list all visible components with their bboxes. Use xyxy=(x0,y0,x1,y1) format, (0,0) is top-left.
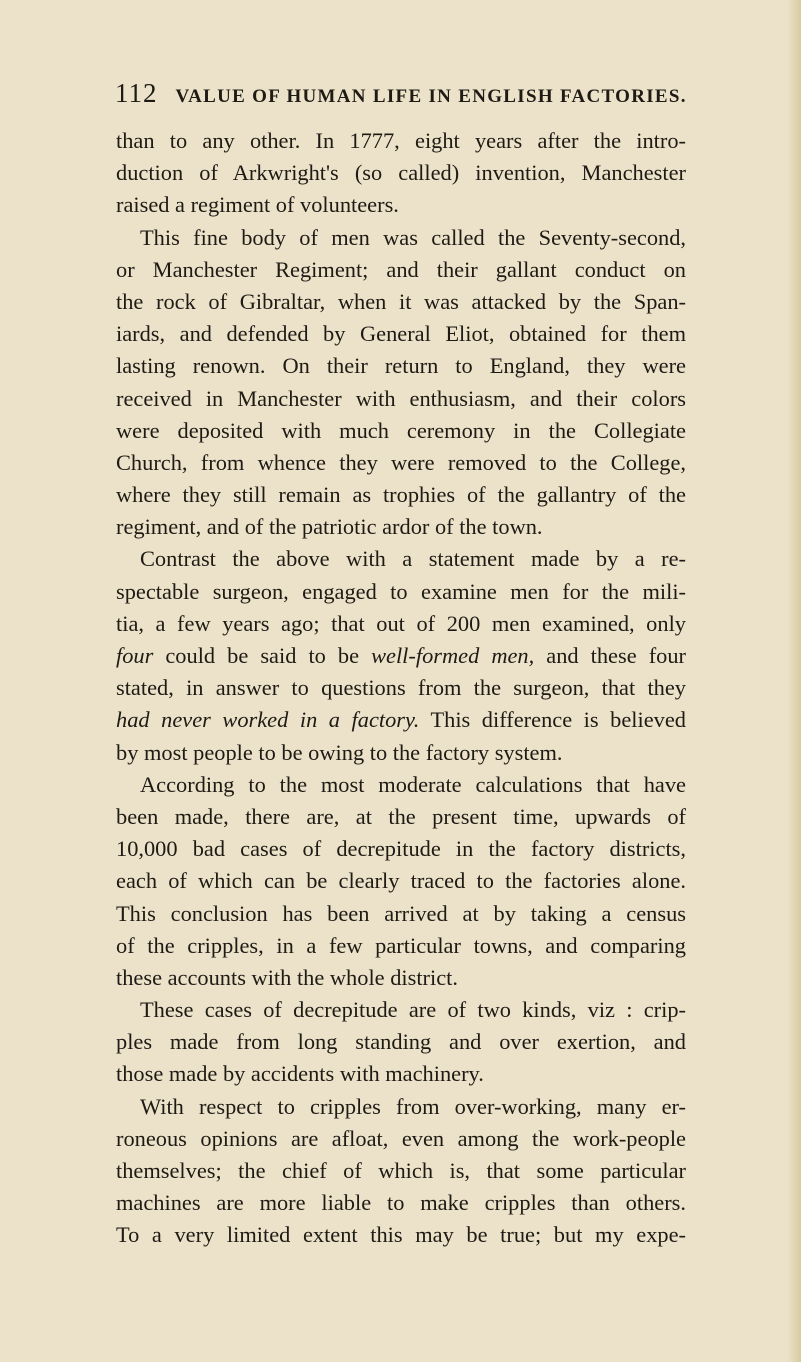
text-run: lasting renown. On their return to England, they were xyxy=(116,353,686,379)
text-run: stated, in answer to questions from the surgeon, that they xyxy=(116,675,686,701)
text-line xyxy=(116,769,686,801)
text-run: and these four xyxy=(534,643,686,668)
text-run: According to the most moderate calculations that have xyxy=(140,771,686,797)
text-line xyxy=(116,704,686,736)
text-run: machines are more liable to make cripples than others. xyxy=(116,1190,686,1216)
body-text xyxy=(116,125,686,1252)
text-line xyxy=(116,415,686,447)
text-line xyxy=(116,1091,686,1123)
text-run: With respect to cripples from over-working, many er- xyxy=(140,1093,686,1119)
text-line xyxy=(116,994,686,1026)
text-line xyxy=(116,1026,686,1058)
text-line xyxy=(116,833,686,865)
text-line xyxy=(116,383,686,415)
text-run: iards, and defended by General Eliot, obtained for them xyxy=(116,321,686,347)
text-line xyxy=(116,801,686,833)
text-line xyxy=(116,930,686,962)
text-run: these accounts with the whole district. xyxy=(116,964,458,990)
text-run: themselves; the chief of which is, that some particular xyxy=(116,1158,686,1183)
text-line xyxy=(116,511,686,543)
text-line xyxy=(116,286,686,318)
text-line xyxy=(116,543,686,575)
text-run: received in Manchester with enthusiasm, and their colors xyxy=(116,385,686,411)
text-run: These cases of decrepitude are of two kinds, viz : crip- xyxy=(140,997,686,1023)
text-line xyxy=(116,479,686,511)
text-line xyxy=(116,222,686,254)
text-run: ples made from long standing and over exertion, and xyxy=(116,1029,686,1055)
page-edge-shadow xyxy=(787,0,801,1362)
text-run: raised a regiment of volunteers. xyxy=(116,192,399,218)
text-line xyxy=(116,125,686,157)
text-line xyxy=(116,865,686,897)
text-line xyxy=(116,318,686,350)
text-run: regiment, and of the patriotic ardor of the town. xyxy=(116,514,543,540)
text-run: Contrast the above with a statement made by a re- xyxy=(140,546,686,572)
text-run: duction of Arkwright's (so called) invention, Manchester xyxy=(116,160,686,186)
text-line xyxy=(116,672,686,704)
text-line xyxy=(116,1058,686,1090)
text-run: 10,000 bad cases of decrepitude in the factory districts, xyxy=(116,836,686,862)
page-number: 112 xyxy=(115,78,158,108)
text-run: To a very limited extent this may be true; but my expe- xyxy=(116,1222,686,1248)
text-run: been made, there are, at the present time, upwards of xyxy=(116,803,686,829)
text-run: those made by accidents with machinery. xyxy=(116,1061,484,1087)
text-line xyxy=(116,350,686,382)
text-line xyxy=(116,1219,686,1251)
text-run: roneous opinions are afloat, even among the work-people xyxy=(116,1125,686,1151)
text-line xyxy=(116,254,686,286)
text-run: than to any other. In 1777, eight years after the intro- xyxy=(116,128,686,153)
text-run: each of which can be clearly traced to the factories alone. xyxy=(116,868,686,894)
running-head: VALUE OF HUMAN LIFE IN ENGLISH FACTORIES. xyxy=(175,86,687,107)
text-line xyxy=(116,157,686,189)
text-line xyxy=(116,608,686,640)
text-run: by most people to be owing to the factory system. xyxy=(116,739,563,765)
italic-text: four xyxy=(116,643,154,668)
text-line xyxy=(116,962,686,994)
text-line xyxy=(116,1187,686,1219)
text-run: tia, a few years ago; that out of 200 men examined, only xyxy=(116,610,686,636)
text-run: This difference is believed xyxy=(419,707,686,733)
text-line xyxy=(116,189,686,221)
text-run: This fine body of men was called the Seventy-second, xyxy=(140,224,686,250)
page-header xyxy=(115,78,715,112)
italic-text: had never worked in a factory. xyxy=(116,707,420,733)
text-line xyxy=(116,447,686,479)
text-line xyxy=(116,1123,686,1155)
text-line xyxy=(116,737,686,769)
text-line xyxy=(116,1155,686,1187)
text-line xyxy=(116,640,686,672)
text-run: where they still remain as trophies of the gallantry of the xyxy=(116,482,686,508)
text-run: or Manchester Regiment; and their gallant conduct on xyxy=(116,256,686,282)
text-run: Church, from whence they were removed to the College, xyxy=(116,449,686,475)
text-run: the rock of Gibraltar, when it was attacked by the Span- xyxy=(116,288,686,314)
text-run: could be said to be xyxy=(153,643,372,668)
text-run: were deposited with much ceremony in the Collegiate xyxy=(116,417,686,443)
text-line xyxy=(116,576,686,608)
text-run: This conclusion has been arrived at by taking a census xyxy=(116,900,686,926)
italic-text: well-formed men, xyxy=(371,643,535,668)
text-run: spectable surgeon, engaged to examine men for the mili- xyxy=(116,578,686,604)
text-run: of the cripples, in a few particular towns, and comparing xyxy=(116,932,686,958)
text-line xyxy=(116,898,686,930)
